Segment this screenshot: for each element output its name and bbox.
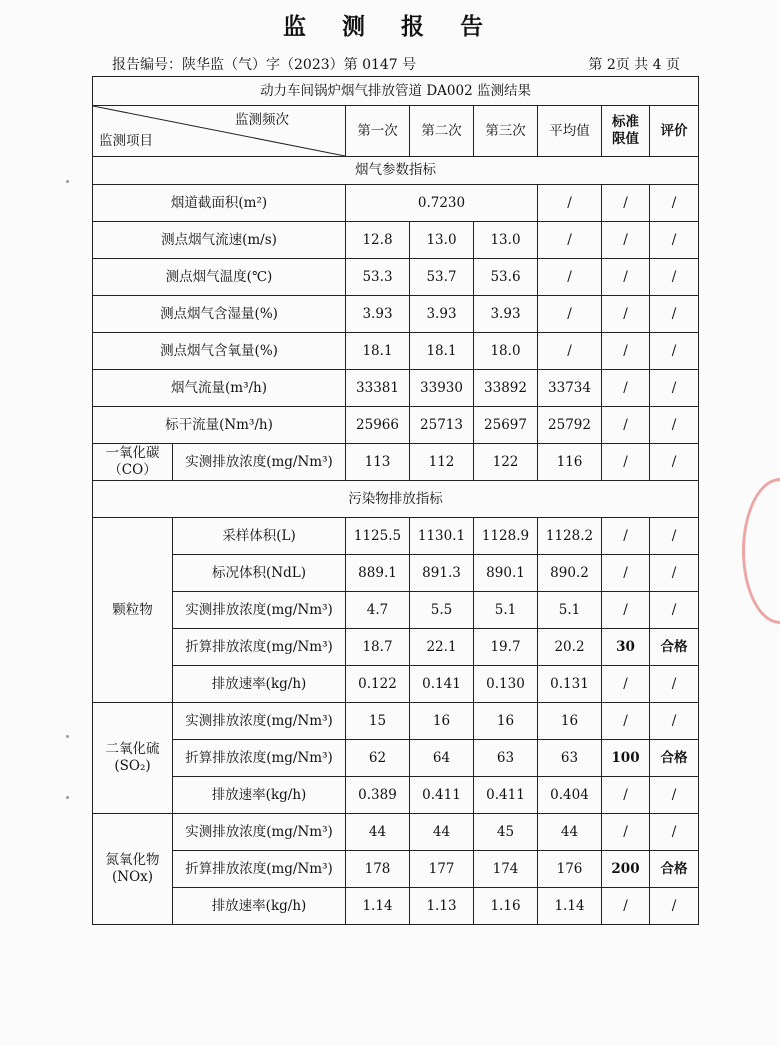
- cell-value: 合格: [650, 629, 699, 666]
- cell-value: 16: [410, 703, 474, 740]
- cell-value: /: [650, 888, 699, 925]
- cell-value: 177: [410, 851, 474, 888]
- cell-value: /: [602, 444, 650, 481]
- cell-value: 3.93: [346, 296, 410, 333]
- cell-value: 891.3: [410, 555, 474, 592]
- cell-value: /: [538, 222, 602, 259]
- cell-value: /: [602, 370, 650, 407]
- cell-value: 62: [346, 740, 410, 777]
- cell-value: 0.411: [474, 777, 538, 814]
- cell-value: 19.7: [474, 629, 538, 666]
- col-header-1: 第一次: [346, 106, 410, 157]
- cell-value: /: [538, 185, 602, 222]
- cell-value: /: [650, 370, 699, 407]
- cell-value: /: [602, 222, 650, 259]
- cell-value: /: [602, 592, 650, 629]
- header-item-label: 监测项目: [99, 133, 153, 150]
- cell-value: /: [538, 259, 602, 296]
- cell-value: /: [650, 444, 699, 481]
- cell-value: 890.2: [538, 555, 602, 592]
- cell-value: 0.130: [474, 666, 538, 703]
- cell-value: 30: [602, 629, 650, 666]
- cell-value: 合格: [650, 851, 699, 888]
- cell-value: 116: [538, 444, 602, 481]
- cell-value: 200: [602, 851, 650, 888]
- cell-value: 53.6: [474, 259, 538, 296]
- row-label: 实测排放浓度(mg/Nm³): [173, 444, 346, 481]
- cell-value: 889.1: [346, 555, 410, 592]
- cell-value: 1.16: [474, 888, 538, 925]
- table-caption: 动力车间锅炉烟气排放管道 DA002 监测结果: [93, 77, 699, 106]
- table-row: [93, 740, 699, 777]
- cell-value: 33381: [346, 370, 410, 407]
- row-label: 测点烟气温度(℃): [93, 259, 346, 296]
- cell-value: /: [602, 814, 650, 851]
- section-pollutant-emissions: 污染物排放指标: [93, 481, 699, 518]
- row-label: 测点烟气含湿量(%): [93, 296, 346, 333]
- row-label: 实测排放浓度(mg/Nm³): [173, 592, 346, 629]
- row-label: 折算排放浓度(mg/Nm³): [173, 851, 346, 888]
- table-row: [93, 888, 699, 925]
- row-label: 测点烟气含氧量(%): [93, 333, 346, 370]
- group-label-line: (SO₂): [114, 758, 151, 774]
- cell-value: /: [650, 518, 699, 555]
- cell-value: 12.8: [346, 222, 410, 259]
- cell-value: 20.2: [538, 629, 602, 666]
- cell-value: 1130.1: [410, 518, 474, 555]
- cell-value: 0.122: [346, 666, 410, 703]
- cell-value: 3.93: [410, 296, 474, 333]
- cell-value: /: [650, 296, 699, 333]
- cell-value: 18.1: [410, 333, 474, 370]
- table-row: [93, 444, 699, 481]
- cell-value: /: [602, 296, 650, 333]
- scan-mark: [66, 735, 69, 738]
- col-header-avg: 平均值: [538, 106, 602, 157]
- cell-value: 25792: [538, 407, 602, 444]
- cell-value: 25713: [410, 407, 474, 444]
- page-info: 第 2页 共 4 页: [588, 57, 680, 73]
- cell-value: /: [650, 592, 699, 629]
- cell-value: 18.1: [346, 333, 410, 370]
- cell-value: 0.131: [538, 666, 602, 703]
- cell-value: /: [650, 666, 699, 703]
- cell-value: 合格: [650, 740, 699, 777]
- cell-value: 5.1: [474, 592, 538, 629]
- cell-value: 25697: [474, 407, 538, 444]
- col-header-limit: 标准限值: [602, 106, 650, 157]
- cell-value: 44: [346, 814, 410, 851]
- cell-value: 44: [410, 814, 474, 851]
- row-label: 烟气流量(m³/h): [93, 370, 346, 407]
- cell-value: /: [602, 555, 650, 592]
- cell-value: /: [602, 703, 650, 740]
- row-label: 采样体积(L): [173, 518, 346, 555]
- cell-value: /: [602, 185, 650, 222]
- col-header-3: 第三次: [474, 106, 538, 157]
- group-label-nox: [93, 814, 173, 925]
- cell-value: 16: [538, 703, 602, 740]
- monitoring-results-table: [92, 76, 699, 925]
- cell-value: 16: [474, 703, 538, 740]
- table-row: [93, 592, 699, 629]
- header-frequency-label: 监测频次: [235, 112, 289, 128]
- cell-value: 1.13: [410, 888, 474, 925]
- row-label: 排放速率(kg/h): [173, 777, 346, 814]
- cell-value: 33930: [410, 370, 474, 407]
- group-label-line: （CO）: [108, 462, 157, 478]
- cell-value: /: [538, 333, 602, 370]
- group-label-line: 一氧化碳: [105, 445, 160, 462]
- cell-value: 1.14: [346, 888, 410, 925]
- cell-value: 44: [538, 814, 602, 851]
- cell-value: 13.0: [474, 222, 538, 259]
- header-diagonal-cell: [93, 106, 346, 157]
- group-label-line: 氮氧化物: [105, 852, 160, 869]
- report-number: 报告编号：陕华监（气）字（2023）第 0147 号: [112, 57, 417, 73]
- group-label-line: 二氧化硫: [105, 741, 160, 758]
- cell-value: 112: [410, 444, 474, 481]
- group-label-co: [93, 444, 173, 481]
- cell-value: 1128.9: [474, 518, 538, 555]
- cell-value: 0.404: [538, 777, 602, 814]
- table-row: [93, 333, 699, 370]
- cell-value: 1.14: [538, 888, 602, 925]
- cell-value: 53.7: [410, 259, 474, 296]
- cell-value: 33734: [538, 370, 602, 407]
- table-row: [93, 703, 699, 740]
- row-label: 实测排放浓度(mg/Nm³): [173, 703, 346, 740]
- cell-value: /: [650, 333, 699, 370]
- cell-value: 0.411: [410, 777, 474, 814]
- cell-value: 174: [474, 851, 538, 888]
- group-label-particulate: 颗粒物: [93, 518, 173, 703]
- row-label: 折算排放浓度(mg/Nm³): [173, 740, 346, 777]
- cell-value: 13.0: [410, 222, 474, 259]
- section-flue-params: 烟气参数指标: [93, 157, 699, 185]
- row-label: 烟道截面积(m²): [93, 185, 346, 222]
- scan-mark: [66, 796, 69, 799]
- group-label-so2: [93, 703, 173, 814]
- row-label: 实测排放浓度(mg/Nm³): [173, 814, 346, 851]
- row-label: 标干流量(Nm³/h): [93, 407, 346, 444]
- cell-value: 53.3: [346, 259, 410, 296]
- cell-value: 18.0: [474, 333, 538, 370]
- cell-value: /: [602, 777, 650, 814]
- table-row: [93, 518, 699, 555]
- cell-value: /: [602, 259, 650, 296]
- table-row: [93, 666, 699, 703]
- cell-value: 5.1: [538, 592, 602, 629]
- table-row: [93, 777, 699, 814]
- cell-value: /: [602, 888, 650, 925]
- table-row: [93, 629, 699, 666]
- cell-value: 64: [410, 740, 474, 777]
- group-label-line: (NOx): [111, 869, 154, 885]
- cell-value: 890.1: [474, 555, 538, 592]
- row-label: 测点烟气流速(m/s): [93, 222, 346, 259]
- table-row: [93, 851, 699, 888]
- cell-value: 0.389: [346, 777, 410, 814]
- cell-value: 113: [346, 444, 410, 481]
- report-title: 监 测 报 告: [282, 13, 498, 40]
- red-seal-stamp: [742, 478, 780, 624]
- cell-value: /: [602, 333, 650, 370]
- cell-value: /: [602, 666, 650, 703]
- table-row: [93, 555, 699, 592]
- cell-value: 25966: [346, 407, 410, 444]
- cell-value: 178: [346, 851, 410, 888]
- cell-value: 18.7: [346, 629, 410, 666]
- row-label: 排放速率(kg/h): [173, 666, 346, 703]
- cell-value: /: [650, 185, 699, 222]
- table-row: [93, 185, 699, 222]
- cell-value: 5.5: [410, 592, 474, 629]
- row-label: 折算排放浓度(mg/Nm³): [173, 629, 346, 666]
- cell-value: /: [650, 814, 699, 851]
- cell-value: /: [650, 222, 699, 259]
- cell-value: /: [538, 296, 602, 333]
- cell-value: 176: [538, 851, 602, 888]
- scan-mark: [66, 180, 69, 183]
- cell-value: 22.1: [410, 629, 474, 666]
- cell-value: 100: [602, 740, 650, 777]
- cell-value: /: [650, 407, 699, 444]
- row-label: 标况体积(NdL): [173, 555, 346, 592]
- col-header-2: 第二次: [410, 106, 474, 157]
- cell-value: /: [602, 518, 650, 555]
- cell-value: 63: [474, 740, 538, 777]
- cell-value: /: [650, 703, 699, 740]
- cell-value: /: [650, 555, 699, 592]
- cell-value: 122: [474, 444, 538, 481]
- cell-value: 45: [474, 814, 538, 851]
- cell-value: 63: [538, 740, 602, 777]
- row-label: 排放速率(kg/h): [173, 888, 346, 925]
- cell-value: 15: [346, 703, 410, 740]
- cell-value: 33892: [474, 370, 538, 407]
- cell-value: 4.7: [346, 592, 410, 629]
- cell-value: 0.141: [410, 666, 474, 703]
- table-row: [93, 407, 699, 444]
- table-row: [93, 222, 699, 259]
- cell-value: /: [650, 259, 699, 296]
- cell-value: 3.93: [474, 296, 538, 333]
- cell-value: 1125.5: [346, 518, 410, 555]
- col-header-eval: 评价: [650, 106, 699, 157]
- table-row: [93, 814, 699, 851]
- cell-value: /: [602, 407, 650, 444]
- cell-value: /: [650, 777, 699, 814]
- cell-value: 1128.2: [538, 518, 602, 555]
- table-row: [93, 259, 699, 296]
- table-row: [93, 370, 699, 407]
- cell-value: 0.7230: [346, 185, 538, 222]
- table-row: [93, 296, 699, 333]
